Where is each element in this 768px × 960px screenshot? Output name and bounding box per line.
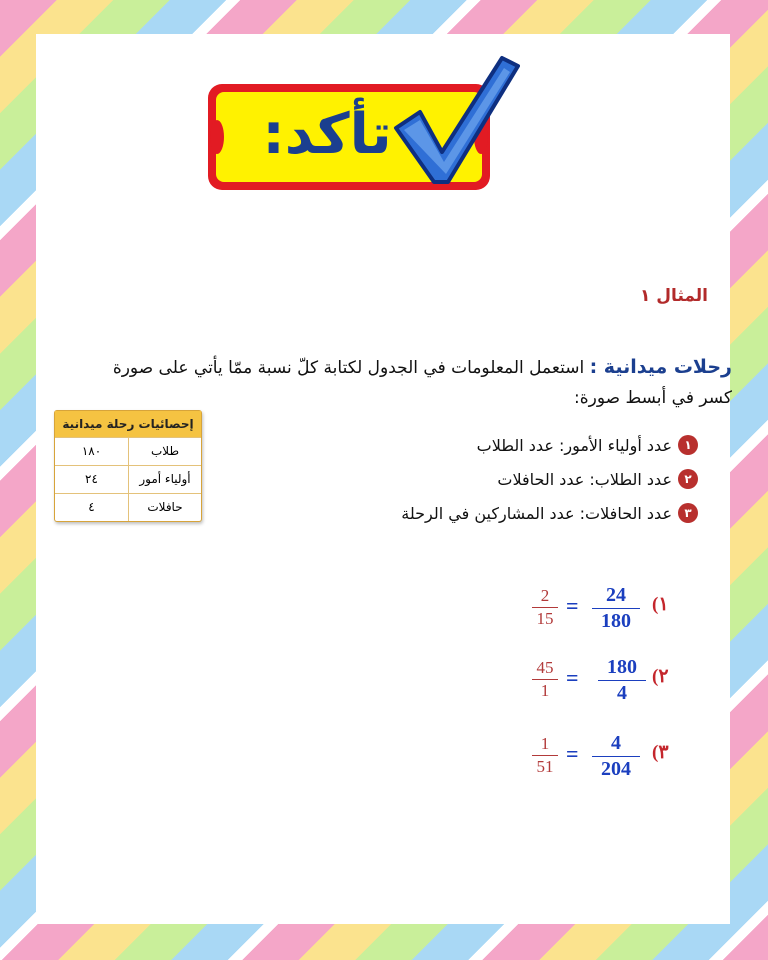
ratio-fraction	[598, 657, 646, 704]
checkmark-icon	[390, 50, 520, 190]
fraction-numerator: 2	[540, 586, 550, 605]
badge-title: تأكد:	[262, 102, 392, 167]
simplified-fraction	[532, 735, 558, 776]
fraction-denominator: 51	[536, 757, 554, 776]
fraction-denominator: 15	[536, 609, 554, 628]
fraction-numerator: 24	[606, 584, 626, 606]
row-value: ٤	[88, 500, 95, 514]
answer-index: ١)	[652, 594, 669, 615]
row-value: ١٨٠	[81, 444, 102, 458]
row-value: ٢٤	[85, 472, 98, 486]
fraction-numerator: 1	[540, 734, 550, 753]
fraction-bar	[598, 680, 646, 681]
answer-row	[494, 584, 669, 635]
list-item	[358, 428, 698, 462]
answer-row	[494, 656, 669, 707]
fraction-bar	[532, 607, 558, 608]
ratio-fraction	[592, 733, 640, 780]
simplified-fraction	[532, 659, 558, 700]
fraction-bar	[592, 756, 640, 757]
list-item	[358, 496, 698, 530]
example-title: المثال ١	[640, 286, 708, 306]
simplified-fraction	[532, 587, 558, 628]
equals-sign: =	[566, 593, 579, 618]
fraction-bar	[532, 755, 558, 756]
item-text: عدد الحافلات: عدد المشاركين في الرحلة	[401, 503, 672, 523]
fraction-denominator: 204	[601, 758, 631, 780]
trip-stats-table	[54, 410, 202, 522]
table-title: إحصائيات رحلة ميدانية	[55, 411, 201, 437]
problem-lead: رحلات ميدانية :	[589, 356, 732, 378]
answer-index: ٣)	[652, 742, 669, 763]
problem-text: استعمل المعلومات في الجدول لكتابة كلّ نسبة ممّا يأتي على صورة كسر في أبسط صورة:	[112, 358, 732, 408]
item-text: عدد أولياء الأمور: عدد الطلاب	[476, 435, 672, 455]
table-row	[55, 437, 201, 465]
row-label: أولياء أمور	[128, 466, 201, 493]
item-text: عدد الطلاب: عدد الحافلات	[497, 469, 672, 489]
row-label: طلاب	[128, 438, 201, 465]
item-number-badge: ٣	[678, 503, 698, 523]
fraction-numerator: 45	[536, 658, 554, 677]
equals-sign: =	[566, 741, 579, 766]
fraction-numerator: 180	[607, 656, 637, 678]
answer-row	[494, 732, 669, 783]
table-row	[55, 465, 201, 493]
fraction-denominator: 180	[601, 610, 631, 632]
item-number-badge: ٢	[678, 469, 698, 489]
fraction-denominator: 4	[617, 682, 627, 704]
fraction-bar	[532, 679, 558, 680]
fraction-numerator: 4	[611, 732, 621, 754]
table-row	[55, 493, 201, 521]
row-label: حافلات	[128, 494, 201, 521]
equals-sign: =	[566, 665, 579, 690]
question-list	[358, 428, 698, 530]
ratio-fraction	[592, 585, 640, 632]
item-number-badge: ١	[678, 435, 698, 455]
answer-index: ٢)	[652, 666, 669, 687]
list-item	[358, 462, 698, 496]
fraction-bar	[592, 608, 640, 609]
fraction-denominator: 1	[540, 681, 550, 700]
problem-statement	[102, 352, 732, 413]
